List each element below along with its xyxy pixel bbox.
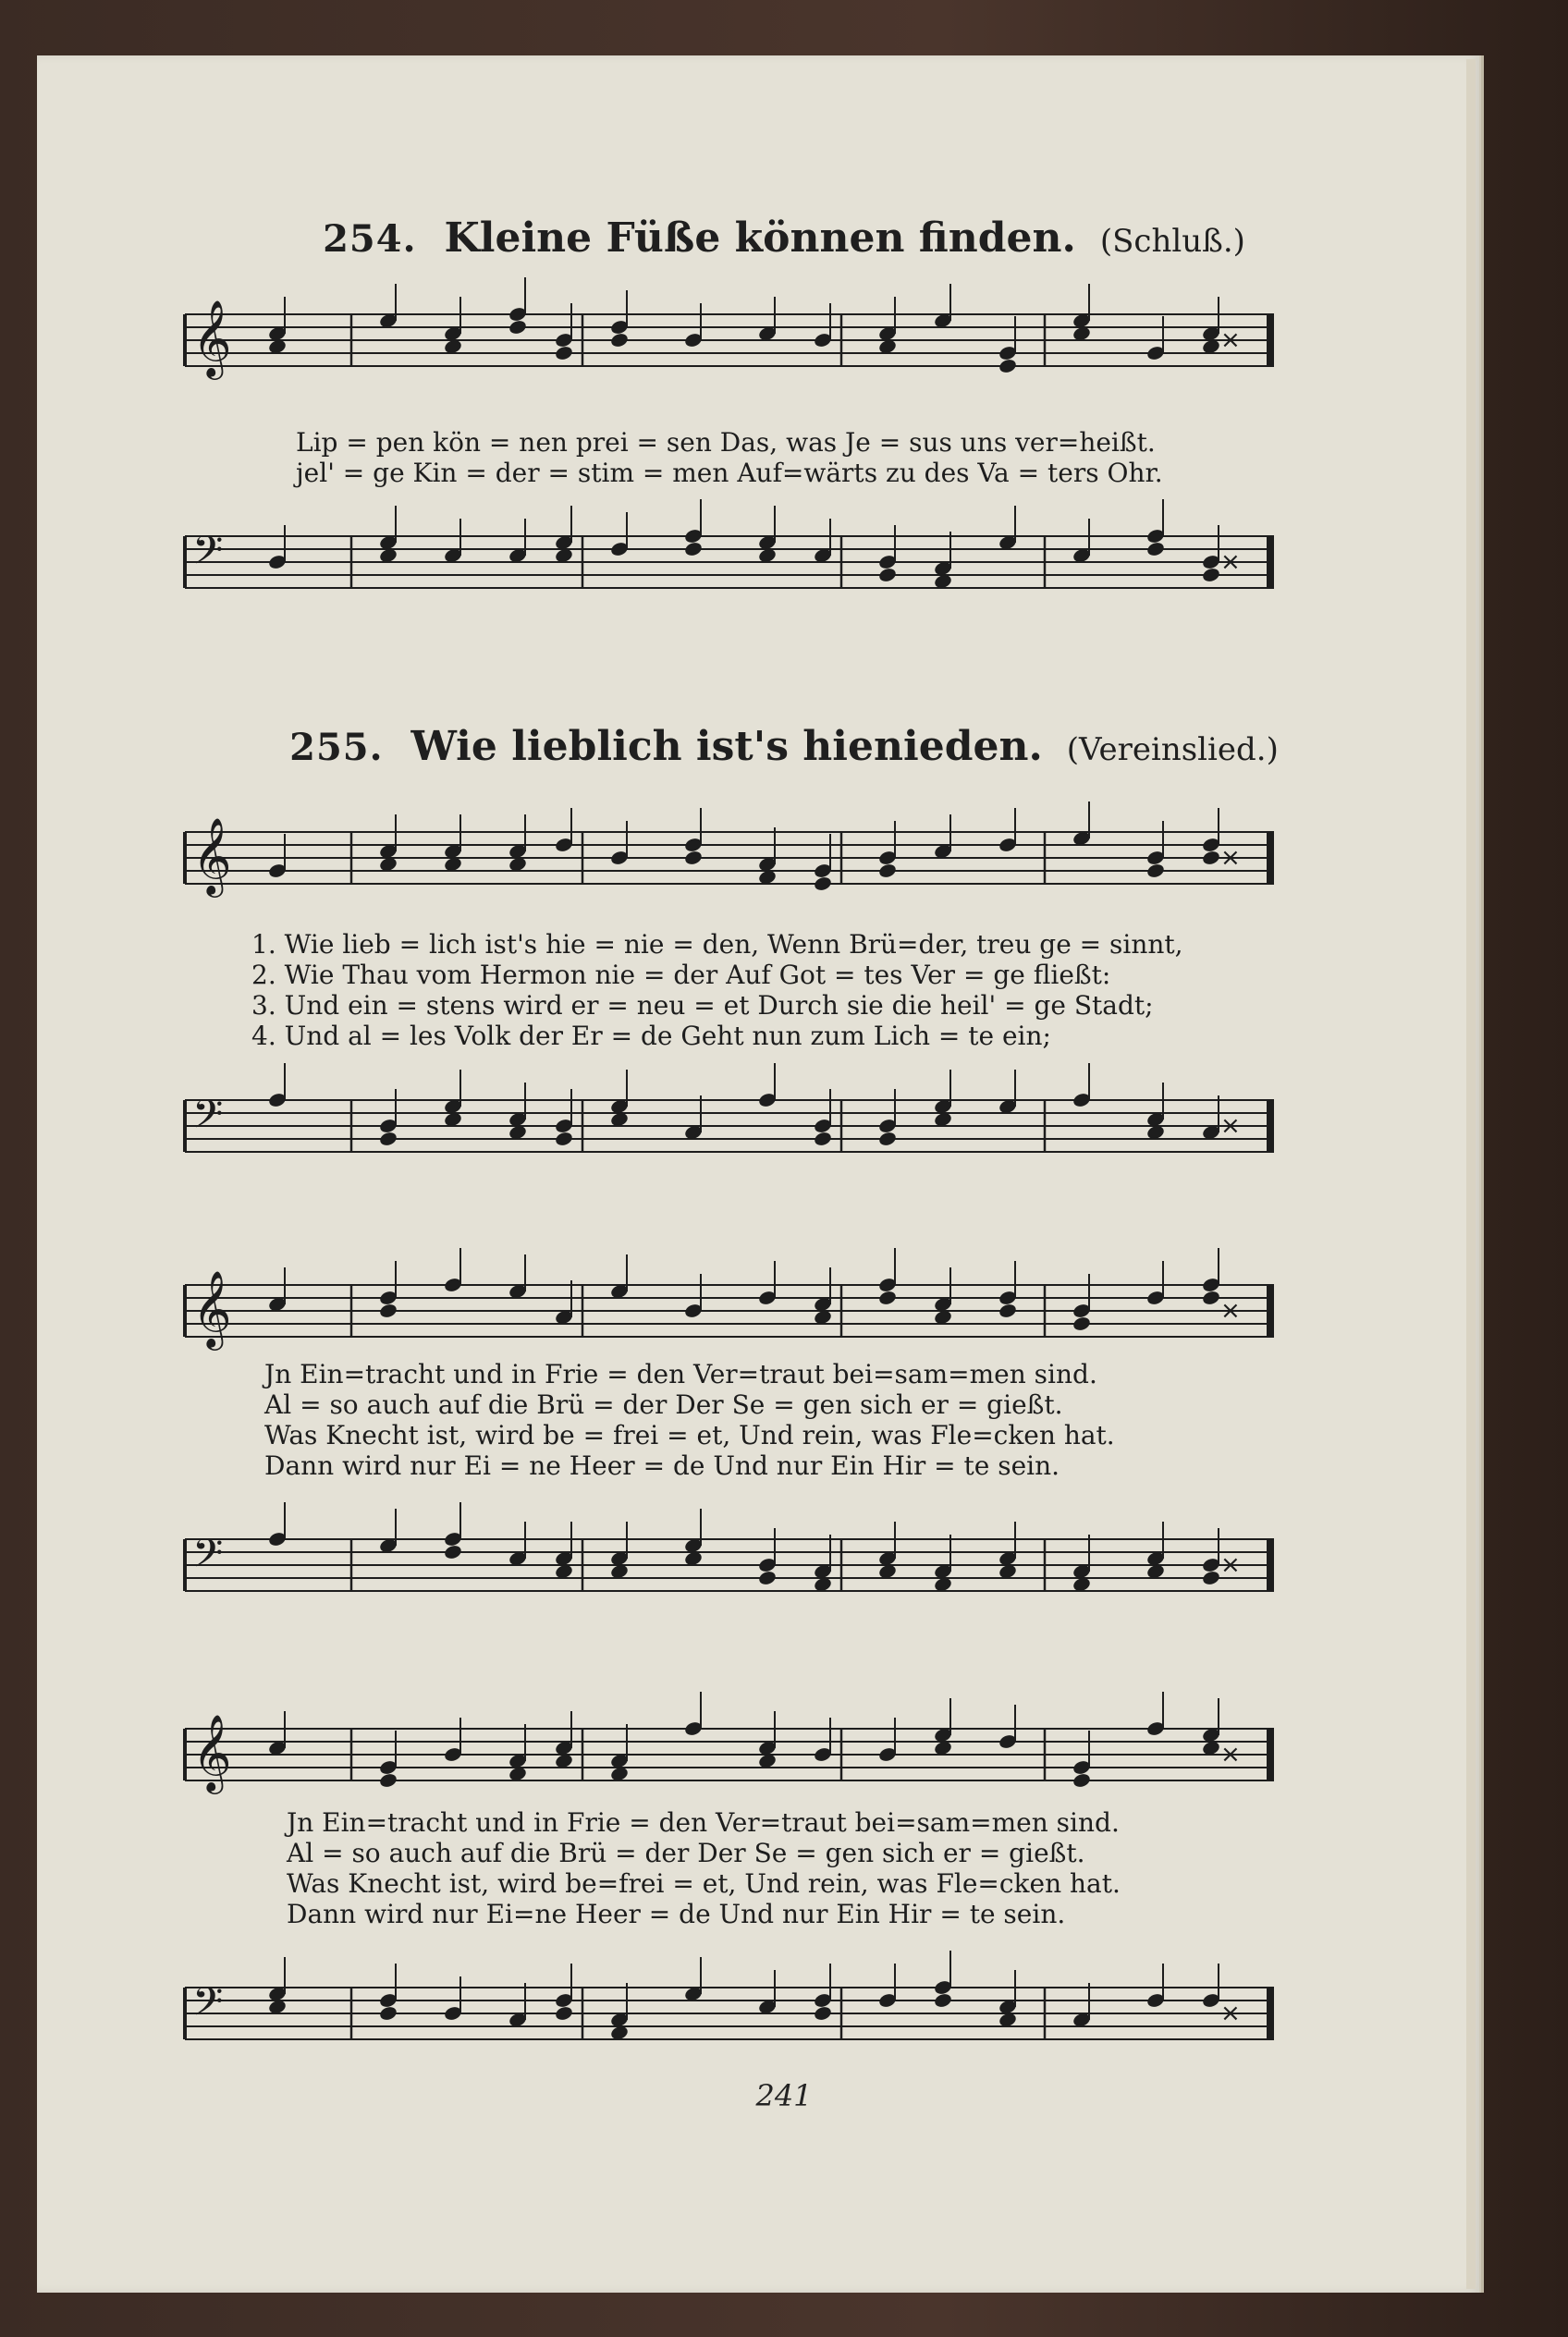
hymn-number: 254. xyxy=(323,217,417,261)
treble-clef-icon: 𝄞 xyxy=(192,1269,232,1347)
hymn-255-title xyxy=(0,723,1568,770)
note-head xyxy=(378,1303,398,1319)
note-head xyxy=(757,1570,777,1586)
note-head xyxy=(1145,863,1165,879)
note-head xyxy=(683,850,703,866)
rest-icon: × xyxy=(1220,1741,1241,1768)
note-head xyxy=(1072,1315,1091,1332)
note-head xyxy=(443,1544,462,1560)
note-head xyxy=(877,567,897,583)
final-barline xyxy=(1267,1988,1274,2039)
hymn-subtitle: (Vereinslied.) xyxy=(1066,731,1279,768)
note-head xyxy=(877,863,897,879)
lyric-line: Jn Ein=tracht und in Frie = den Ver=traut bei=sam=men sind. xyxy=(264,1359,1097,1389)
hymn-254-treble-staff xyxy=(176,277,1285,416)
final-barline xyxy=(1267,1729,1274,1780)
page-number: 241 xyxy=(755,2078,813,2113)
hymn-255-system-3-lyrics xyxy=(287,1807,1121,1929)
rest-icon: × xyxy=(1220,1551,1241,1579)
final-barline xyxy=(1267,536,1274,588)
bass-clef-icon: 𝄢 xyxy=(192,1979,224,2035)
final-barline xyxy=(1267,832,1274,884)
note-head xyxy=(1145,541,1165,557)
hymn-254-title xyxy=(0,214,1568,262)
treble-clef-icon: 𝄞 xyxy=(192,299,232,376)
lyric-line: Dann wird nur Ei=ne Heer = de Und nur Ein Hir = te sein. xyxy=(287,1899,1066,1929)
hymn-name: Wie lieblich ist's hienieden. xyxy=(410,723,1043,770)
final-barline xyxy=(1267,314,1274,366)
lyric-line: Was Knecht ist, wird be = frei = et, Und rein, was Fle=cken hat. xyxy=(264,1420,1115,1450)
bass-clef-icon: 𝄢 xyxy=(192,1531,224,1586)
hymn-name: Kleine Füße können finden. xyxy=(444,214,1076,262)
lyric-line: 3. Und ein = stens wird er = neu = et Durch sie die heil' = ge Stadt; xyxy=(251,990,1154,1021)
note-head xyxy=(813,2005,832,2022)
lyric-line: 4. Und al = les Volk der Er = de Geht nun zum Lich = te ein; xyxy=(251,1021,1051,1051)
hymn-254-lyrics xyxy=(296,427,1163,488)
note-head xyxy=(998,1303,1017,1319)
hymn-subtitle: (Schluß.) xyxy=(1099,223,1245,260)
lyric-line: Al = so auch auf die Brü = der Der Se = gen sich er = gießt. xyxy=(264,1389,1063,1420)
lyric-line: Al = so auch auf die Brü = der Der Se = gen sich er = gießt. xyxy=(287,1838,1085,1868)
note-head xyxy=(813,1131,832,1147)
note-head xyxy=(813,875,832,892)
note-head xyxy=(609,332,629,349)
hymn-255-system-2-bass xyxy=(176,1502,1285,1641)
final-barline xyxy=(1267,1285,1274,1337)
lyric-line: Was Knecht ist, wird be=frei = et, Und rein, was Fle=cken hat. xyxy=(287,1868,1121,1899)
note-head xyxy=(998,358,1017,374)
lyric-line: 1. Wie lieb = lich ist's hie = nie = den, Wenn Brü=der, treu ge = sinnt, xyxy=(251,929,1183,960)
hymn-254-bass-staff xyxy=(176,499,1285,647)
hymn-255-system-2-lyrics xyxy=(264,1359,1115,1481)
final-barline xyxy=(1267,1100,1274,1152)
hymn-255-system-1-bass xyxy=(176,1063,1285,1202)
lyric-line: jel' = ge Kin = der = stim = men Auf=wärts zu des Va = ters Ohr. xyxy=(296,458,1163,488)
note-head xyxy=(1072,1772,1091,1789)
final-barline xyxy=(1267,1539,1274,1591)
lyric-line: Jn Ein=tracht und in Frie = den Ver=traut bei=sam=men sind. xyxy=(287,1807,1120,1838)
note-head xyxy=(554,2005,573,2022)
bass-clef-icon: 𝄢 xyxy=(192,528,224,583)
rest-icon: × xyxy=(1220,548,1241,576)
rest-icon: × xyxy=(1220,2000,1241,2027)
bass-clef-icon: 𝄢 xyxy=(192,1092,224,1147)
treble-clef-icon: 𝄞 xyxy=(192,816,232,894)
page-edge xyxy=(1466,59,1476,2289)
lyric-line: 2. Wie Thau vom Hermon nie = der Auf Got = tes Ver = ge fließt: xyxy=(251,960,1111,990)
note-head xyxy=(554,1131,573,1147)
note-head xyxy=(378,2005,398,2022)
treble-clef-icon: 𝄞 xyxy=(192,1713,232,1791)
note-head xyxy=(1201,850,1220,866)
rest-icon: × xyxy=(1220,1297,1241,1325)
lyric-line: Dann wird nur Ei = ne Heer = de Und nur Ein Hir = te sein. xyxy=(264,1450,1060,1481)
hymn-number: 255. xyxy=(289,726,384,769)
note-head xyxy=(877,1290,897,1306)
note-head xyxy=(1201,1570,1220,1586)
note-head xyxy=(933,1992,952,2009)
hymn-255-system-1-treble xyxy=(176,795,1285,934)
rest-icon: × xyxy=(1220,326,1241,354)
note-head xyxy=(508,319,527,336)
note-head xyxy=(554,345,573,361)
note-head xyxy=(877,1131,897,1147)
hymn-255-system-1-lyrics xyxy=(251,929,1183,1051)
hymn-255-system-3-bass xyxy=(176,1951,1285,2089)
note-head xyxy=(378,1772,398,1789)
note-head xyxy=(1201,567,1220,583)
rest-icon: × xyxy=(1220,844,1241,872)
note-head xyxy=(378,1131,398,1147)
rest-icon: × xyxy=(1220,1112,1241,1140)
lyric-line: Lip = pen kön = nen prei = sen Das, was Je = sus uns ver=heißt. xyxy=(296,427,1156,458)
note-head xyxy=(683,541,703,557)
note-head xyxy=(1201,1290,1220,1306)
